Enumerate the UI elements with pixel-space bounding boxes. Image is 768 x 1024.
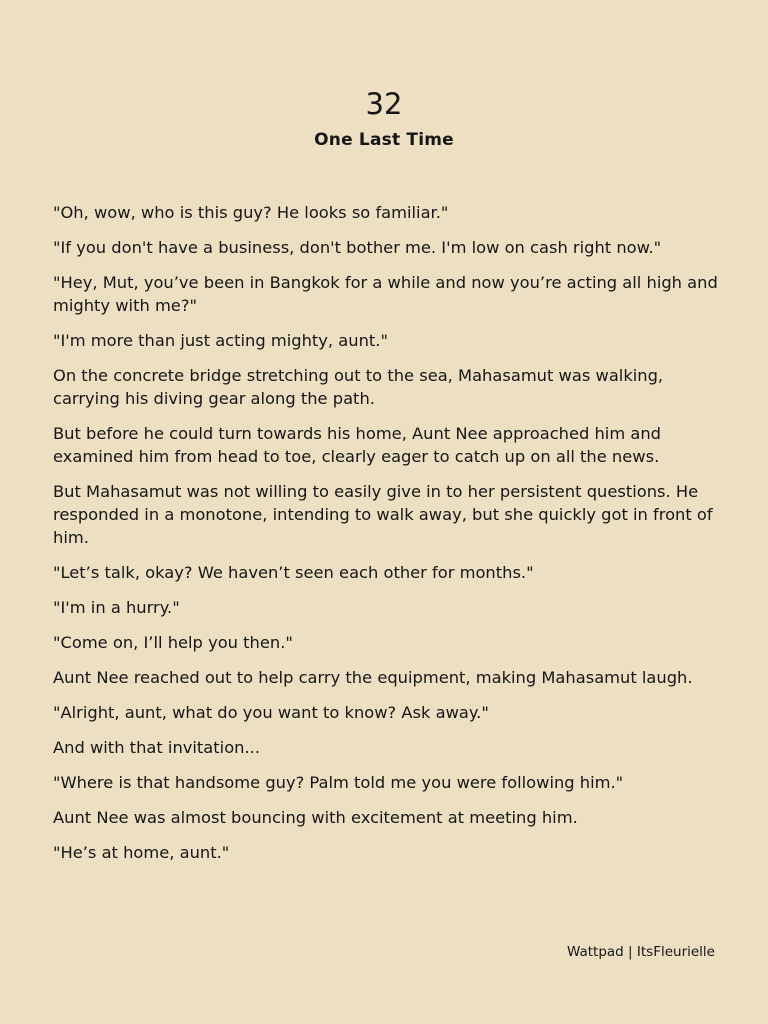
paragraph: "Hey, Mut, you’ve been in Bangkok for a while and now you’re acting all high and mighty with me?": [53, 273, 718, 315]
paragraph: "Let’s talk, okay? We haven’t seen each other for months.": [53, 563, 534, 582]
paragraph: "I'm more than just acting mighty, aunt.": [53, 331, 388, 350]
footer-credit: Wattpad | ItsFleurielle: [567, 944, 715, 960]
paragraph: Aunt Nee reached out to help carry the equipment, making Mahasamut laugh.: [53, 668, 693, 687]
paragraph: Aunt Nee was almost bouncing with excitement at meeting him.: [53, 808, 578, 827]
paragraph: "Come on, I’ll help you then.": [53, 633, 293, 652]
paragraph: "Oh, wow, who is this guy? He looks so familiar.": [53, 203, 449, 222]
story-text: [53, 201, 721, 876]
paragraph: On the concrete bridge stretching out to the sea, Mahasamut was walking, carrying his diving gear along the path.: [53, 366, 664, 408]
paragraph: But before he could turn towards his home, Aunt Nee approached him and examined him from head to toe, clearly eager to catch up on all the news.: [53, 424, 661, 466]
chapter-title: One Last Time: [314, 130, 454, 150]
chapter-number: 32: [365, 87, 403, 121]
paragraph: "If you don't have a business, don't bother me. I'm low on cash right now.": [53, 238, 662, 257]
paragraph: And with that invitation...: [53, 738, 260, 757]
paragraph: "I'm in a hurry.": [53, 598, 180, 617]
paragraph: "He’s at home, aunt.": [53, 843, 230, 862]
paragraph: "Alright, aunt, what do you want to know? Ask away.": [53, 703, 489, 722]
paragraph: But Mahasamut was not willing to easily give in to her persistent questions. He responded in a monotone, intending to walk away, but she quickly got in front of him.: [53, 482, 713, 547]
paragraph: "Where is that handsome guy? Palm told me you were following him.": [53, 773, 624, 792]
